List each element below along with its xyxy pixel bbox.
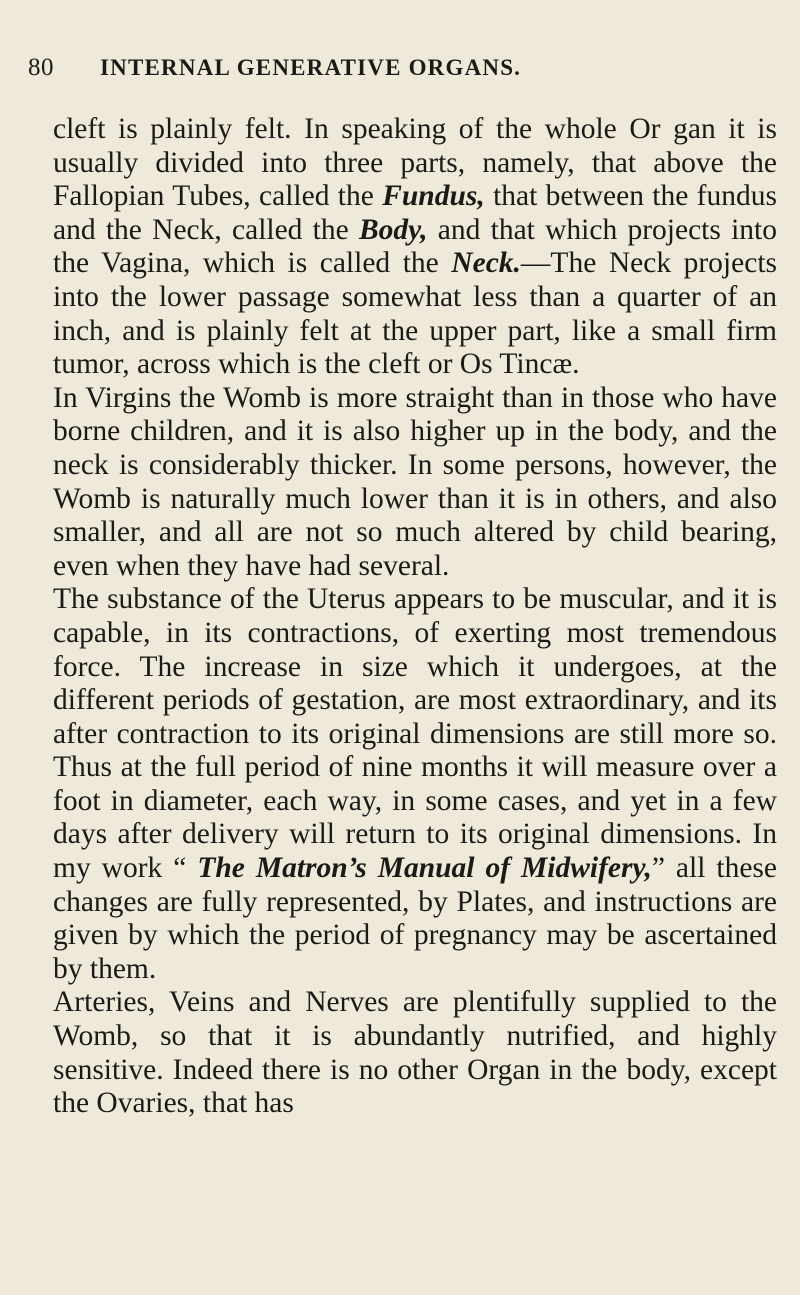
paragraph [53,382,777,584]
book-title-reference: The Matron’s Manual of Midwifery, [197,852,652,885]
text-segment: and that which projects into the Vagina, which is called the [53,213,778,280]
text-segment: In Virgins the Womb is more straight than in those who have borne children, and it is also higher up in the body, and the neck is considerably thicker. In some persons, however, the Womb is naturally much lower than it is in others, and also smaller, and all are not so much altered by child bearing, even when they have had several. [53,381,777,582]
paragraph [53,113,777,382]
term-fundus: Fundus, [382,180,485,213]
text-segment: cleft is plainly felt. In speaking of the whole Or gan it is usually divided into three parts, namely, that above the Fallopian Tubes, called the [53,113,777,213]
text-segment: Arteries, Veins and Nerves are plentifully supplied to the Womb, so that it is abundantly nutrified, and highly sensitive. Indeed there is no other Organ in the body, except the Ovaries, that has [53,986,777,1120]
body-text [53,113,777,1121]
text-segment: ” all these changes are fully represented, by Plates, and instructions are given by which the period of pregnancy may be ascertained by them. [53,852,777,985]
term-body: Body, [358,213,428,246]
term-neck: Neck. [451,247,521,280]
text-segment: that between the fundus and the Neck, called the [53,180,777,246]
text-segment: The substance of the Uterus appears to be muscular, and it is capable, in its contractions, of exerting most tremendous force. The increase in size which it undergoes, at the different periods of gestation, are most extraordinary, and its after contraction to its original dimensions are still more so. Thus at the full period of nine months it will measure over a foot in diameter, each way, in some cases, and yet in a few days after delivery will return to its original dimensions. In my work “ [53,583,777,885]
text-segment: —The Neck projects into the lower passage somewhat less than a quarter of an inch, and is plainly felt at the upper part, like a small firm tumor, across which is the cleft or Os Tincæ. [53,247,777,381]
running-head [28,54,776,90]
running-title: INTERNAL GENERATIVE ORGANS. [100,55,522,80]
page-number: 80 [28,54,54,81]
paragraph [53,986,777,1120]
paragraph [53,583,777,986]
